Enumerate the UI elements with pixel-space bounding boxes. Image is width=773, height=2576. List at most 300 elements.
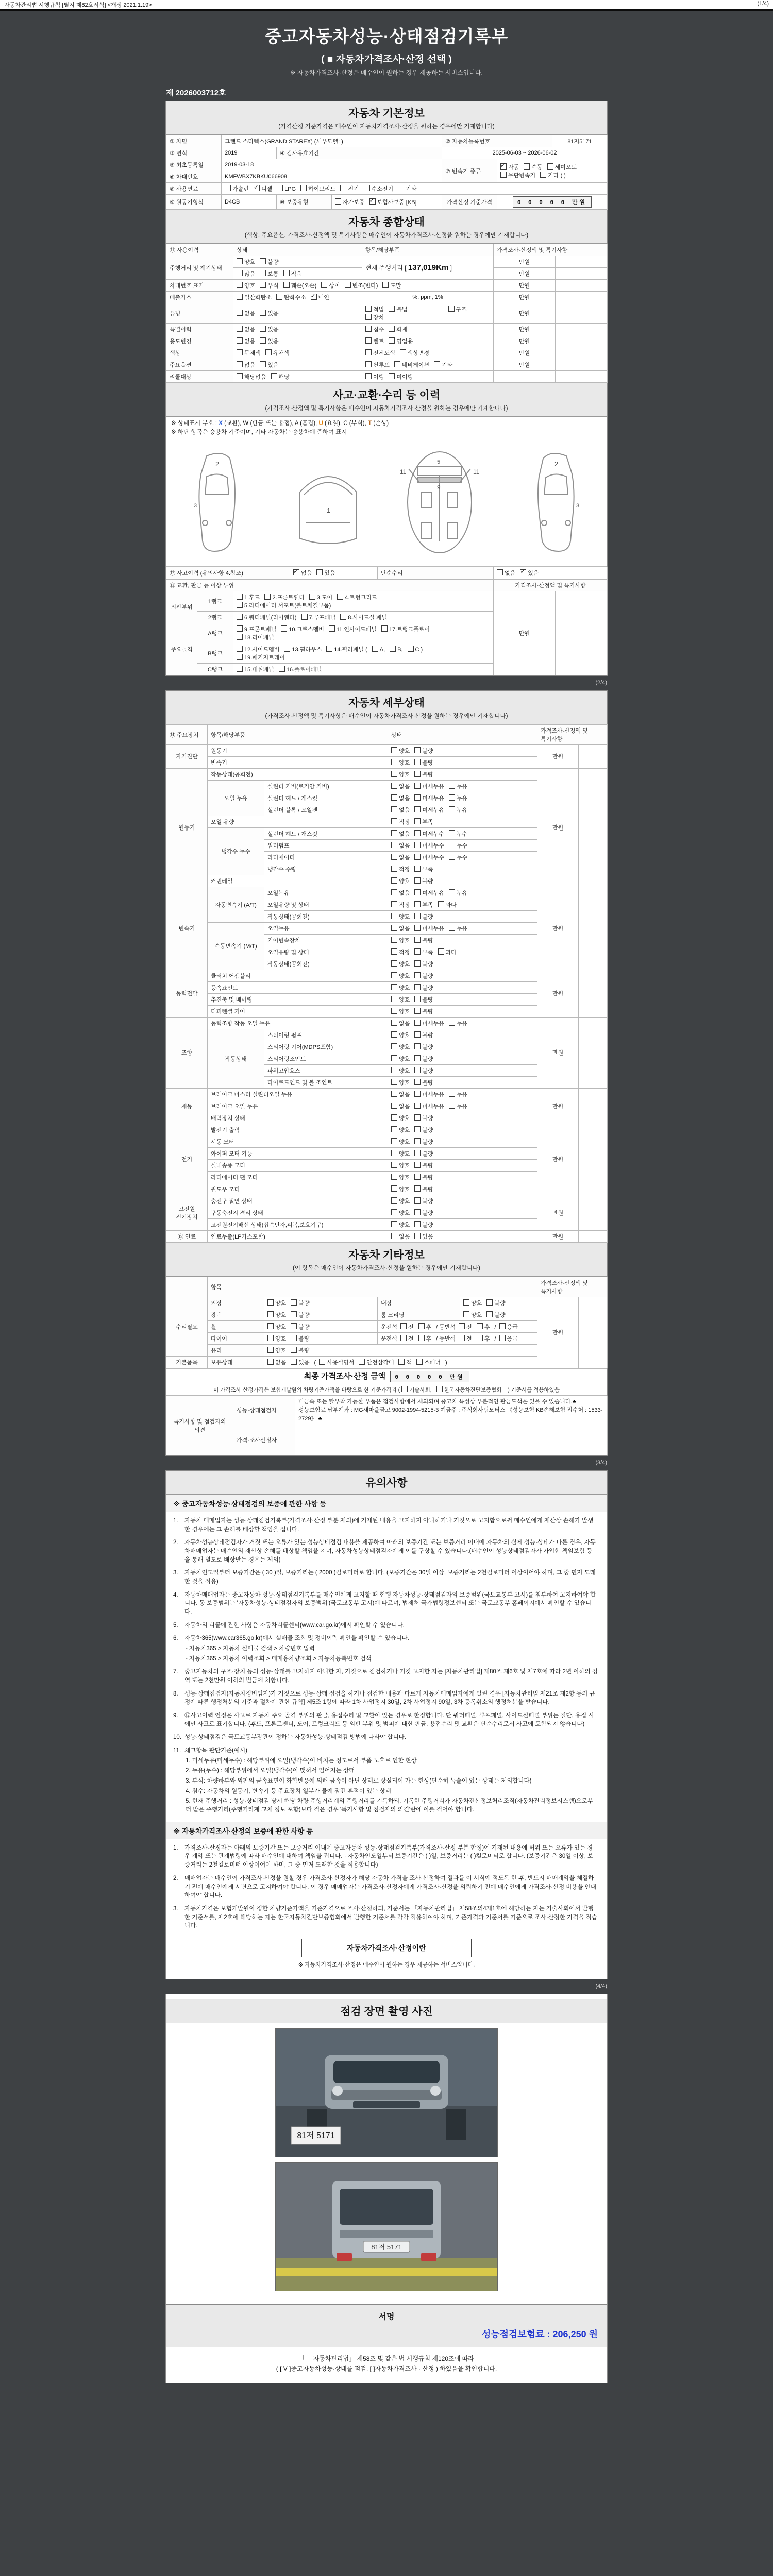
checkbox-option[interactable]: 양호	[391, 1078, 410, 1087]
checkbox-option[interactable]: 양호	[391, 1161, 410, 1170]
checkbox-icon[interactable]	[391, 1162, 397, 1168]
checkbox-option[interactable]: 불량	[291, 1311, 309, 1319]
checkbox-option[interactable]: 해당	[271, 372, 290, 381]
checkbox-icon[interactable]	[260, 361, 266, 367]
checkbox-icon[interactable]	[463, 1311, 469, 1317]
checkbox-option[interactable]: 9.프론트패널	[237, 625, 276, 633]
checkbox-icon[interactable]	[449, 1091, 455, 1097]
checkbox-option[interactable]: 상이	[321, 281, 340, 290]
checkbox-option[interactable]: 변조(변타)	[345, 281, 378, 290]
checkbox-option[interactable]: 양호	[391, 1209, 410, 1217]
checkbox-icon[interactable]	[237, 282, 243, 288]
checkbox-option[interactable]: 불량	[291, 1334, 309, 1343]
checkbox-option[interactable]: 양호	[391, 1007, 410, 1015]
checkbox-icon[interactable]	[237, 326, 243, 332]
checkbox-option[interactable]: 불량	[414, 984, 433, 992]
checkbox-option[interactable]: 기타 ( )	[540, 171, 566, 179]
checkbox-icon[interactable]	[449, 830, 455, 836]
checkbox-option[interactable]: 불량	[414, 1055, 433, 1063]
checkbox-icon[interactable]	[389, 373, 395, 379]
checkbox-icon[interactable]	[321, 282, 327, 288]
checkbox-option[interactable]: 불량	[414, 1007, 433, 1015]
checkbox-icon[interactable]	[414, 759, 421, 765]
checkbox-icon[interactable]	[237, 634, 243, 640]
checkbox-icon[interactable]	[391, 1197, 397, 1204]
checkbox-option[interactable]: 불량	[414, 972, 433, 980]
checkbox-option[interactable]: 누유	[449, 794, 467, 802]
checkbox-icon[interactable]	[389, 337, 395, 344]
checkbox-option[interactable]: 2.프론트휀더	[264, 593, 304, 601]
checkbox-icon[interactable]	[391, 1150, 397, 1156]
checkbox-icon[interactable]	[414, 830, 421, 836]
checkbox-icon[interactable]	[390, 646, 396, 652]
checkbox-icon[interactable]	[237, 646, 243, 652]
checkbox-option[interactable]: 불량	[414, 1078, 433, 1087]
checkbox-option[interactable]: 가솔린	[225, 184, 249, 193]
checkbox-option[interactable]: 유채색	[265, 349, 290, 357]
checkbox-icon[interactable]	[279, 666, 285, 672]
checkbox-icon[interactable]	[401, 1386, 408, 1392]
checkbox-option[interactable]: 없음	[391, 1102, 410, 1110]
checkbox-icon[interactable]	[340, 185, 346, 191]
checkbox-option[interactable]: 과다	[438, 948, 457, 956]
checkbox-icon[interactable]	[389, 326, 395, 332]
checkbox-option[interactable]: 누수	[449, 829, 467, 838]
checkbox-option[interactable]: 양호	[463, 1299, 482, 1307]
checkbox-icon[interactable]	[414, 913, 421, 919]
checkbox-option[interactable]: 없음	[391, 1232, 410, 1241]
checkbox-icon[interactable]	[391, 1055, 397, 1061]
checkbox-icon[interactable]	[267, 1323, 274, 1329]
checkbox-option[interactable]: 양호	[391, 1055, 410, 1063]
checkbox-option[interactable]: C )	[408, 646, 423, 653]
checkbox-option[interactable]: 양호	[267, 1311, 286, 1319]
checkbox-icon[interactable]	[500, 172, 507, 178]
checkbox-icon[interactable]	[414, 842, 421, 848]
checkbox-option[interactable]: 있음	[316, 569, 335, 577]
checkbox-option[interactable]: 탄화수소	[276, 293, 306, 301]
checkbox-icon[interactable]	[391, 783, 397, 789]
checkbox-icon[interactable]	[414, 972, 421, 978]
checkbox-icon[interactable]	[300, 185, 307, 191]
checkbox-option[interactable]: 부족	[414, 818, 433, 826]
checkbox-option[interactable]: 전체도색	[365, 349, 395, 357]
checkbox-icon[interactable]	[340, 614, 346, 620]
checkbox-icon[interactable]	[436, 1386, 443, 1392]
checkbox-checked-icon[interactable]	[500, 163, 507, 170]
checkbox-icon[interactable]	[365, 306, 372, 312]
checkbox-icon[interactable]	[449, 854, 455, 860]
checkbox-icon[interactable]	[391, 866, 397, 872]
checkbox-icon[interactable]	[391, 996, 397, 1002]
checkbox-icon[interactable]	[398, 185, 404, 191]
checkbox-icon[interactable]	[260, 282, 266, 288]
checkbox-icon[interactable]	[267, 1299, 274, 1306]
checkbox-option[interactable]: 양호	[267, 1346, 286, 1354]
checkbox-option[interactable]: 전	[459, 1323, 472, 1331]
checkbox-option[interactable]: 17.트렁크플로어	[381, 625, 430, 633]
checkbox-option[interactable]: 없음	[391, 782, 410, 790]
checkbox-option[interactable]: 1.후드	[237, 593, 260, 601]
checkbox-option[interactable]: 부식	[260, 281, 278, 290]
checkbox-option[interactable]: 적음	[283, 269, 302, 278]
checkbox-icon[interactable]	[414, 925, 421, 931]
checkbox-icon[interactable]	[448, 306, 455, 312]
checkbox-icon[interactable]	[414, 1103, 421, 1109]
checkbox-option[interactable]: 전기	[340, 184, 359, 193]
checkbox-option[interactable]: 누유	[449, 1090, 467, 1098]
checkbox-option[interactable]: 색상변경	[400, 349, 430, 357]
checkbox-icon[interactable]	[416, 1359, 423, 1365]
checkbox-option[interactable]: 양호	[391, 1138, 410, 1146]
checkbox-option[interactable]: 안전삼각대	[359, 1358, 394, 1366]
checkbox-option[interactable]: 11.인사이드패널	[329, 625, 377, 633]
checkbox-icon[interactable]	[391, 984, 397, 990]
checkbox-icon[interactable]	[291, 1323, 297, 1329]
checkbox-icon[interactable]	[260, 270, 266, 276]
checkbox-option[interactable]: 기타	[398, 184, 416, 193]
checkbox-icon[interactable]	[326, 646, 332, 652]
checkbox-icon[interactable]	[449, 1020, 455, 1026]
checkbox-option[interactable]: 미세누유	[414, 794, 444, 802]
checkbox-icon[interactable]	[438, 901, 444, 907]
checkbox-option[interactable]: 양호	[391, 747, 410, 755]
checkbox-icon[interactable]	[365, 326, 372, 332]
checkbox-option[interactable]: 미세누수	[414, 853, 444, 861]
checkbox-icon[interactable]	[414, 960, 421, 967]
checkbox-icon[interactable]	[237, 337, 243, 344]
checkbox-option[interactable]: LPG	[277, 185, 296, 192]
checkbox-option[interactable]: ✓ 있음	[520, 569, 539, 577]
checkbox-option[interactable]: 전	[459, 1334, 472, 1343]
checkbox-option[interactable]: 불량	[414, 758, 433, 767]
checkbox-icon[interactable]	[391, 1126, 397, 1132]
checkbox-option[interactable]: 후	[477, 1334, 490, 1343]
checkbox-icon[interactable]	[276, 294, 282, 300]
checkbox-icon[interactable]	[391, 1114, 397, 1121]
checkbox-option[interactable]: 누유	[449, 924, 467, 933]
checkbox-option[interactable]: 없음	[391, 924, 410, 933]
checkbox-icon[interactable]	[391, 877, 397, 884]
checkbox-option[interactable]: 15.대쉬패널	[237, 665, 274, 673]
checkbox-icon[interactable]	[337, 594, 343, 600]
checkbox-option[interactable]: 불량	[414, 1126, 433, 1134]
checkbox-icon[interactable]	[391, 1174, 397, 1180]
checkbox-option[interactable]: 양호	[391, 1221, 410, 1229]
checkbox-option[interactable]: 미세누유	[414, 1019, 444, 1027]
checkbox-option[interactable]: 누유	[449, 889, 467, 897]
checkbox-icon[interactable]	[391, 842, 397, 848]
checkbox-icon[interactable]	[345, 282, 351, 288]
checkbox-option[interactable]: 누수	[449, 853, 467, 861]
checkbox-option[interactable]: 양호	[391, 1043, 410, 1051]
checkbox-icon[interactable]	[414, 818, 421, 824]
checkbox-option[interactable]: 적정	[391, 901, 410, 909]
checkbox-option[interactable]: 불량	[291, 1299, 309, 1307]
checkbox-checked-icon[interactable]	[293, 569, 299, 575]
checkbox-icon[interactable]	[499, 1323, 506, 1329]
checkbox-option[interactable]: 있음	[414, 1232, 433, 1241]
checkbox-icon[interactable]	[291, 1311, 297, 1317]
checkbox-icon[interactable]	[449, 806, 455, 812]
checkbox-option[interactable]: 침수	[365, 325, 384, 333]
checkbox-icon[interactable]	[391, 901, 397, 907]
checkbox-option[interactable]: 한국자동차진단보증협회	[436, 1386, 502, 1394]
checkbox-option[interactable]: 불법	[389, 305, 407, 313]
checkbox-option[interactable]: 양호	[267, 1334, 286, 1343]
checkbox-option[interactable]: 양호	[463, 1311, 482, 1319]
checkbox-option[interactable]: 양호	[391, 912, 410, 921]
checkbox-option[interactable]: 적정	[391, 948, 410, 956]
checkbox-icon[interactable]	[414, 877, 421, 884]
checkbox-option[interactable]: 16.플로어패널	[279, 665, 322, 673]
checkbox-icon[interactable]	[414, 1067, 421, 1073]
checkbox-option[interactable]: 이행	[365, 372, 384, 381]
checkbox-icon[interactable]	[365, 337, 372, 344]
checkbox-option[interactable]: 누유	[449, 1019, 467, 1027]
checkbox-option[interactable]: 양호	[391, 1197, 410, 1205]
checkbox-icon[interactable]	[365, 349, 372, 355]
checkbox-icon[interactable]	[540, 172, 546, 178]
checkbox-icon[interactable]	[497, 569, 503, 575]
checkbox-icon[interactable]	[301, 614, 308, 620]
checkbox-icon[interactable]	[391, 972, 397, 978]
checkbox-icon[interactable]	[237, 654, 243, 660]
checkbox-icon[interactable]	[391, 1103, 397, 1109]
checkbox-option[interactable]: 불량	[291, 1346, 309, 1354]
checkbox-option[interactable]: 양호	[391, 1126, 410, 1134]
checkbox-icon[interactable]	[391, 1221, 397, 1227]
checkbox-option[interactable]: 없음	[237, 325, 255, 333]
checkbox-option[interactable]: 기타	[434, 361, 452, 369]
checkbox-option[interactable]: 12.사이드멤버	[237, 645, 279, 653]
checkbox-option[interactable]: 10.크로스멤버	[281, 625, 324, 633]
checkbox-option[interactable]: 양호	[391, 995, 410, 1004]
checkbox-icon[interactable]	[408, 646, 414, 652]
checkbox-option[interactable]: 없음	[391, 794, 410, 802]
checkbox-icon[interactable]	[237, 614, 243, 620]
checkbox-option[interactable]: 부족	[414, 901, 433, 909]
checkbox-option[interactable]: 전	[400, 1334, 414, 1343]
checkbox-icon[interactable]	[391, 1067, 397, 1073]
checkbox-icon[interactable]	[372, 646, 378, 652]
checkbox-icon[interactable]	[271, 373, 277, 379]
checkbox-option[interactable]: 양호	[391, 1185, 410, 1193]
checkbox-option[interactable]: 없음	[497, 569, 515, 577]
checkbox-option[interactable]: 있음	[260, 361, 278, 369]
checkbox-option[interactable]: 3.도어	[309, 593, 332, 601]
checkbox-icon[interactable]	[283, 282, 290, 288]
checkbox-icon[interactable]	[391, 1008, 397, 1014]
checkbox-option[interactable]: ✓ 보험사보증 [KB]	[369, 198, 417, 206]
checkbox-option[interactable]: 19.패키지트레이	[237, 653, 285, 662]
checkbox-icon[interactable]	[398, 1359, 405, 1365]
checkbox-icon[interactable]	[391, 830, 397, 836]
checkbox-option[interactable]: 불량	[414, 1031, 433, 1039]
checkbox-checked-icon[interactable]	[520, 569, 526, 575]
checkbox-icon[interactable]	[291, 1347, 297, 1353]
checkbox-icon[interactable]	[391, 806, 397, 812]
checkbox-option[interactable]: 미세누수	[414, 841, 444, 850]
checkbox-option[interactable]: 해당없음	[237, 372, 266, 381]
checkbox-icon[interactable]	[414, 866, 421, 872]
checkbox-option[interactable]: 있음	[291, 1358, 309, 1366]
checkbox-option[interactable]: 양호	[391, 758, 410, 767]
checkbox-option[interactable]: 양호	[237, 281, 255, 290]
checkbox-option[interactable]: 장치	[365, 313, 384, 321]
checkbox-icon[interactable]	[414, 937, 421, 943]
checkbox-option[interactable]: 보통	[260, 269, 278, 278]
checkbox-icon[interactable]	[391, 818, 397, 824]
checkbox-option[interactable]: 불량	[414, 960, 433, 968]
checkbox-icon[interactable]	[391, 1138, 397, 1144]
checkbox-icon[interactable]	[291, 1359, 297, 1365]
checkbox-icon[interactable]	[414, 1209, 421, 1215]
checkbox-option[interactable]: 과다	[438, 901, 457, 909]
checkbox-icon[interactable]	[391, 1233, 397, 1239]
checkbox-icon[interactable]	[381, 625, 388, 632]
checkbox-icon[interactable]	[400, 349, 406, 355]
checkbox-option[interactable]: 양호	[267, 1323, 286, 1331]
checkbox-icon[interactable]	[414, 1091, 421, 1097]
checkbox-icon[interactable]	[391, 925, 397, 931]
checkbox-option[interactable]: 양호	[237, 258, 255, 266]
checkbox-icon[interactable]	[260, 326, 266, 332]
checkbox-option[interactable]: 불량	[486, 1299, 505, 1307]
checkbox-icon[interactable]	[400, 1335, 407, 1341]
checkbox-option[interactable]: 불량	[414, 912, 433, 921]
checkbox-icon[interactable]	[449, 889, 455, 895]
checkbox-option[interactable]: A,	[372, 646, 385, 653]
checkbox-option[interactable]: 5.라디에이터 서포트(볼트체결부품)	[237, 601, 331, 609]
checkbox-icon[interactable]	[391, 1091, 397, 1097]
checkbox-icon[interactable]	[391, 759, 397, 765]
checkbox-option[interactable]: 하이브리드	[300, 184, 335, 193]
checkbox-icon[interactable]	[309, 594, 315, 600]
checkbox-option[interactable]: 적정	[391, 865, 410, 873]
checkbox-option[interactable]: 후	[418, 1323, 432, 1331]
checkbox-option[interactable]: ✓자동	[500, 163, 519, 171]
checkbox-icon[interactable]	[414, 901, 421, 907]
checkbox-option[interactable]: 미세누유	[414, 1090, 444, 1098]
checkbox-icon[interactable]	[414, 771, 421, 777]
checkbox-icon[interactable]	[284, 646, 290, 652]
checkbox-option[interactable]: 양호	[391, 877, 410, 885]
checkbox-option[interactable]: 훼손(오손)	[283, 281, 317, 290]
checkbox-option[interactable]: 누수	[449, 841, 467, 850]
checkbox-icon[interactable]	[391, 794, 397, 801]
checkbox-option[interactable]: 미세누수	[414, 829, 444, 838]
checkbox-icon[interactable]	[414, 948, 421, 955]
checkbox-icon[interactable]	[414, 1150, 421, 1156]
checkbox-icon[interactable]	[391, 1020, 397, 1026]
checkbox-icon[interactable]	[486, 1311, 493, 1317]
checkbox-checked-icon[interactable]	[254, 185, 260, 191]
checkbox-icon[interactable]	[414, 1185, 421, 1192]
checkbox-icon[interactable]	[237, 361, 243, 367]
checkbox-icon[interactable]	[237, 310, 243, 316]
checkbox-icon[interactable]	[459, 1335, 465, 1341]
checkbox-option[interactable]: 없음	[391, 841, 410, 850]
checkbox-option[interactable]: 있음	[260, 325, 278, 333]
checkbox-option[interactable]: 미세누유	[414, 806, 444, 814]
checkbox-icon[interactable]	[237, 349, 243, 355]
checkbox-option[interactable]: 부족	[414, 948, 433, 956]
checkbox-icon[interactable]	[449, 1103, 455, 1109]
checkbox-option[interactable]: 양호	[267, 1299, 286, 1307]
checkbox-icon[interactable]	[237, 666, 243, 672]
checkbox-option[interactable]: 없음	[391, 1019, 410, 1027]
checkbox-option[interactable]: 불량	[414, 1149, 433, 1158]
checkbox-option[interactable]: 양호	[391, 960, 410, 968]
checkbox-icon[interactable]	[477, 1323, 483, 1329]
checkbox-icon[interactable]	[237, 625, 243, 632]
checkbox-option[interactable]: 양호	[391, 1149, 410, 1158]
checkbox-icon[interactable]	[391, 1031, 397, 1038]
checkbox-option[interactable]: 응급	[499, 1323, 518, 1331]
checkbox-icon[interactable]	[316, 569, 323, 575]
checkbox-icon[interactable]	[267, 1347, 274, 1353]
checkbox-option[interactable]: B,	[390, 646, 402, 653]
checkbox-option[interactable]: 불량	[414, 1043, 433, 1051]
checkbox-option[interactable]: 불량	[414, 1161, 433, 1170]
checkbox-icon[interactable]	[414, 1162, 421, 1168]
checkbox-icon[interactable]	[547, 163, 553, 170]
checkbox-option[interactable]: 없음	[391, 889, 410, 897]
checkbox-option[interactable]: 불량	[414, 747, 433, 755]
checkbox-option[interactable]: 누유	[449, 806, 467, 814]
checkbox-icon[interactable]	[414, 1043, 421, 1049]
checkbox-icon[interactable]	[365, 361, 372, 367]
checkbox-option[interactable]: 미세누유	[414, 1102, 444, 1110]
checkbox-icon[interactable]	[225, 185, 231, 191]
checkbox-option[interactable]: 화재	[389, 325, 407, 333]
checkbox-icon[interactable]	[414, 747, 421, 753]
checkbox-option[interactable]: 썬루프	[365, 361, 390, 369]
checkbox-option[interactable]: 불량	[414, 936, 433, 944]
checkbox-option[interactable]: ✓ 디젤	[254, 184, 272, 193]
checkbox-option[interactable]: 불량	[414, 877, 433, 885]
checkbox-icon[interactable]	[391, 854, 397, 860]
checkbox-option[interactable]: 18.리어패널	[237, 633, 274, 641]
checkbox-option[interactable]: 수동	[524, 163, 542, 171]
checkbox-icon[interactable]	[391, 937, 397, 943]
checkbox-icon[interactable]	[329, 625, 335, 632]
checkbox-option[interactable]: 세미오토	[547, 163, 577, 171]
checkbox-option[interactable]: 있음	[260, 309, 278, 317]
checkbox-icon[interactable]	[335, 198, 341, 205]
checkbox-icon[interactable]	[414, 806, 421, 812]
checkbox-option[interactable]: 있음	[260, 337, 278, 345]
checkbox-icon[interactable]	[260, 310, 266, 316]
checkbox-option[interactable]: 불량	[414, 1197, 433, 1205]
checkbox-option[interactable]: 14.필러패널 (	[326, 645, 367, 653]
checkbox-option[interactable]: 불량	[414, 1138, 433, 1146]
checkbox-option[interactable]: 없음	[237, 337, 255, 345]
checkbox-icon[interactable]	[264, 594, 271, 600]
signature-panel[interactable]	[166, 2305, 607, 2347]
checkbox-icon[interactable]	[382, 282, 389, 288]
checkbox-icon[interactable]	[260, 258, 266, 264]
checkbox-icon[interactable]	[414, 794, 421, 801]
checkbox-icon[interactable]	[434, 361, 440, 367]
checkbox-icon[interactable]	[267, 1359, 274, 1365]
checkbox-icon[interactable]	[418, 1323, 425, 1329]
checkbox-option[interactable]: 없음	[391, 829, 410, 838]
checkbox-option[interactable]: 양호	[391, 770, 410, 778]
checkbox-option[interactable]: 8.사이드실 패널	[340, 613, 387, 621]
checkbox-icon[interactable]	[365, 373, 372, 379]
